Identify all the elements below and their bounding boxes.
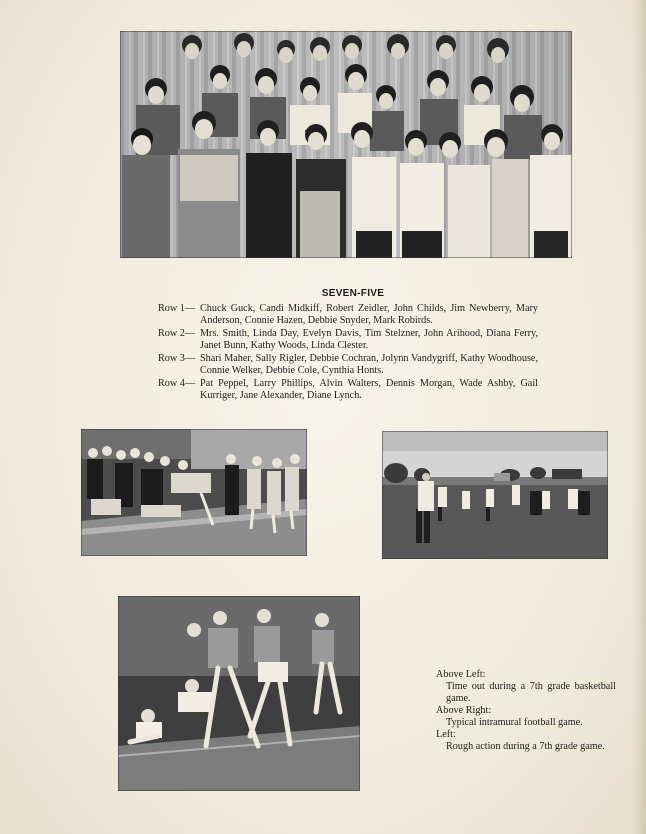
row-names: Pat Peppel, Larry Phillips, Alvin Walters, Dennis Morgan, Wade Ashby, Gail Kurriger, Jane Alexander, Diane Lynch. (200, 377, 538, 401)
name-row-2 (158, 328, 538, 353)
intramural-photo-art (382, 431, 608, 559)
class-title: SEVEN-FIVE (321, 288, 385, 299)
caption-heading-above-left: Above Left: (436, 669, 486, 680)
caption-heading-left: Left: (436, 729, 456, 740)
caption-text-left: Rough action during a 7th grade game. (446, 741, 605, 752)
name-row-3 (158, 353, 538, 378)
class-caption (158, 288, 538, 403)
caption-heading-above-right: Above Right: (436, 705, 492, 716)
photo-captions (436, 669, 616, 753)
rough-action-photo-art (118, 596, 360, 791)
row-names: Chuck Guck, Candi Midkiff, Robert Zeidler, John Childs, Jim Newberry, Mary Anderson, Connie Hazen, Debbie Snyder, Mark Robirds. (200, 302, 538, 326)
row-label: Row 2— (158, 327, 196, 339)
class-photo-art (120, 31, 572, 258)
timeout-basketball-photo (81, 429, 307, 556)
name-row-4 (158, 378, 538, 403)
row-label: Row 3— (158, 352, 196, 364)
rough-action-photo (118, 596, 360, 791)
timeout-photo-art (81, 429, 307, 556)
row-label: Row 1— (158, 302, 196, 314)
class-group-photo (120, 31, 572, 258)
caption-text-above-right: Typical intramural football game. (446, 717, 583, 728)
row-label: Row 4— (158, 377, 196, 389)
caption-text-above-left: Time out during a 7th grade basketball game. (446, 681, 616, 704)
name-row-1 (158, 303, 538, 328)
page-edge-shadow (632, 0, 646, 834)
intramural-football-photo (382, 431, 608, 559)
row-names: Mrs. Smith, Linda Day, Evelyn Davis, Tim Stelzner, John Arihood, Diana Ferry, Janet Bunn, Kathy Woods, Linda Clester. (200, 327, 538, 351)
row-names: Shari Maher, Sally Rigler, Debbie Cochran, Jolynn Vandygriff, Kathy Woodhouse, Connie Welker, Debbie Cole, Cynthia Honts. (200, 352, 538, 376)
